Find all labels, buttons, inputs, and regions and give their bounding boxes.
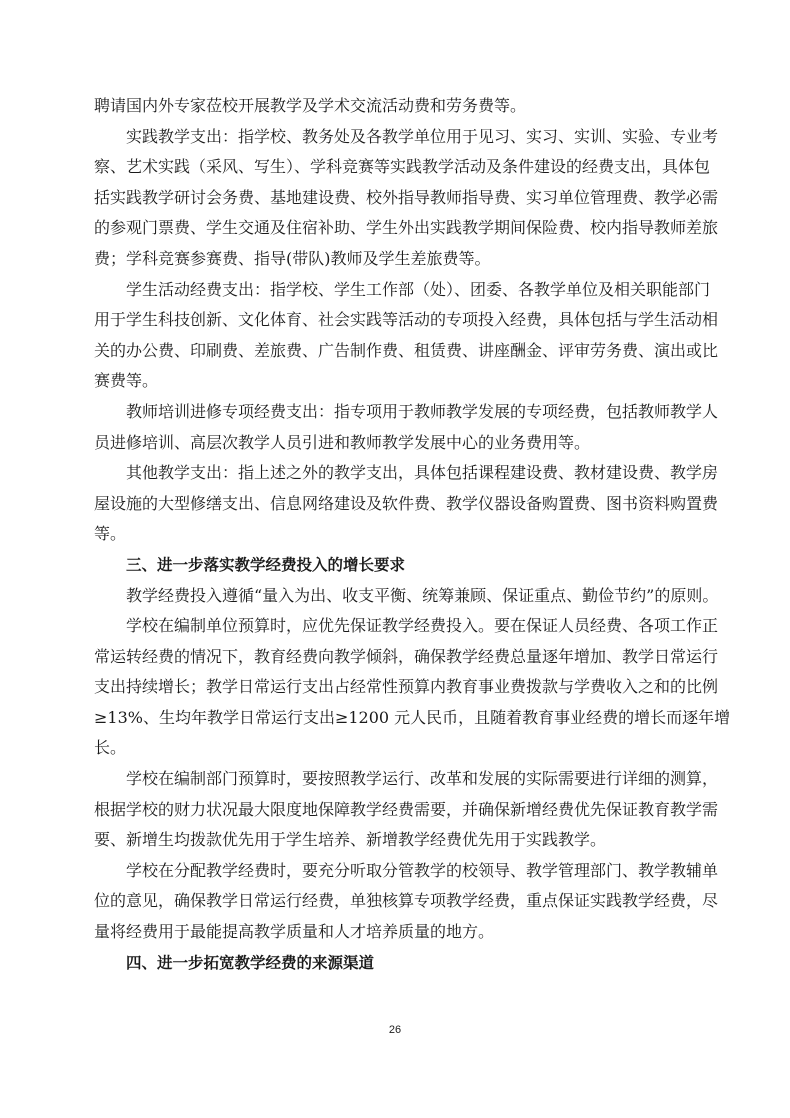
text-line: 聘请国内外专家莅校开展教学及学术交流活动费和劳务费等。 xyxy=(94,96,527,115)
text-line: 其他教学支出：指上述之外的教学支出，具体包括课程建设费、教材建设费、教学房 xyxy=(126,463,719,483)
text-line: 长。 xyxy=(94,738,127,758)
text-line: 屋设施的大型修缮支出、信息网络建设及软件费、教学仪器设备购置费、图书资料购置费 xyxy=(94,493,719,513)
text-line: 量将经费用于最能提高教学质量和人才培养质量的地方。 xyxy=(94,922,495,942)
text-line: 实践教学支出：指学校、教务处及各教学单位用于见习、实习、实训、实验、专业考 xyxy=(126,126,719,146)
text-line: 支出持续增长；教学日常运行支出占经常性预算内教育事业费拨款与学费收入之和的比例 xyxy=(94,677,719,697)
text-line: 教师培训进修专项经费支出：指专项用于教师教学发展的专项经费，包括教师教学人 xyxy=(126,401,719,421)
text-line: ≥13%、生均年教学日常运行支出≥1200 元人民币，且随着教育事业经费的增长而逐年增 xyxy=(94,707,731,727)
text-line: 的参观门票费、学生交通及住宿补助、学生外出实践教学期间保险费、校内指导教师差旅 xyxy=(94,218,719,238)
text-line: 根据学校的财力状况最大限度地保障教学经费需要，并确保新增经费优先保证教育教学需 xyxy=(94,799,719,819)
text-line: 括实践教学研讨会务费、基地建设费、校外指导教师指导费、实习单位管理费、教学必需 xyxy=(94,187,719,207)
text-line: 学校在编制单位预算时，应优先保证教学经费投入。要在保证人员经费、各项工作正 xyxy=(126,616,719,636)
text-line: 关的办公费、印刷费、差旅费、广告制作费、租赁费、讲座酬金、评审劳务费、演出或比 xyxy=(94,340,719,360)
text-line: 要、新增生均拨款优先用于学生培养、新增教学经费优先用于实践教学。 xyxy=(94,830,607,850)
text-line: 位的意见，确保教学日常运行经费，单独核算专项教学经费，重点保证实践教学经费，尽 xyxy=(94,891,719,911)
text-line: 察、艺术实践（采风、写生）、学科竞赛等实践教学活动及条件建设的经费支出，具体包 xyxy=(94,157,711,177)
text-line: 用于学生科技创新、文化体育、社会实践等活动的专项投入经费，具体包括与学生活动相 xyxy=(94,310,719,330)
text-line: 教学经费投入遵循“量入为出、收支平衡、统筹兼顾、保证重点、勤俭节约”的原则。 xyxy=(126,585,719,605)
section-heading: 三、进一步落实教学经费投入的增长要求 xyxy=(126,555,406,574)
page-number: 26 xyxy=(388,1024,402,1036)
text-line: 赛费等。 xyxy=(94,371,159,391)
text-line: 员进修培训、高层次教学人员引进和教师教学发展中心的业务费用等。 xyxy=(94,432,591,452)
text-line: 学校在分配教学经费时，要充分听取分管教学的校领导、教学管理部门、教学教辅单 xyxy=(126,860,719,880)
document-body xyxy=(94,91,731,978)
text-line: 等。 xyxy=(94,524,127,544)
text-line: 学校在编制部门预算时，要按照教学运行、改革和发展的实际需要进行详细的测算， xyxy=(126,769,719,789)
section-heading: 四、进一步拓宽教学经费的来源渠道 xyxy=(126,953,375,972)
text-line: 学生活动经费支出：指学校、学生工作部（处）、团委、各教学单位及相关职能部门 xyxy=(126,279,711,299)
text-line: 常运转经费的情况下，教育经费向教学倾斜，确保教学经费总量逐年增加、教学日常运行 xyxy=(94,646,719,666)
text-line: 费；学科竞赛参赛费、指导(带队)教师及学生差旅费等。 xyxy=(94,248,491,268)
